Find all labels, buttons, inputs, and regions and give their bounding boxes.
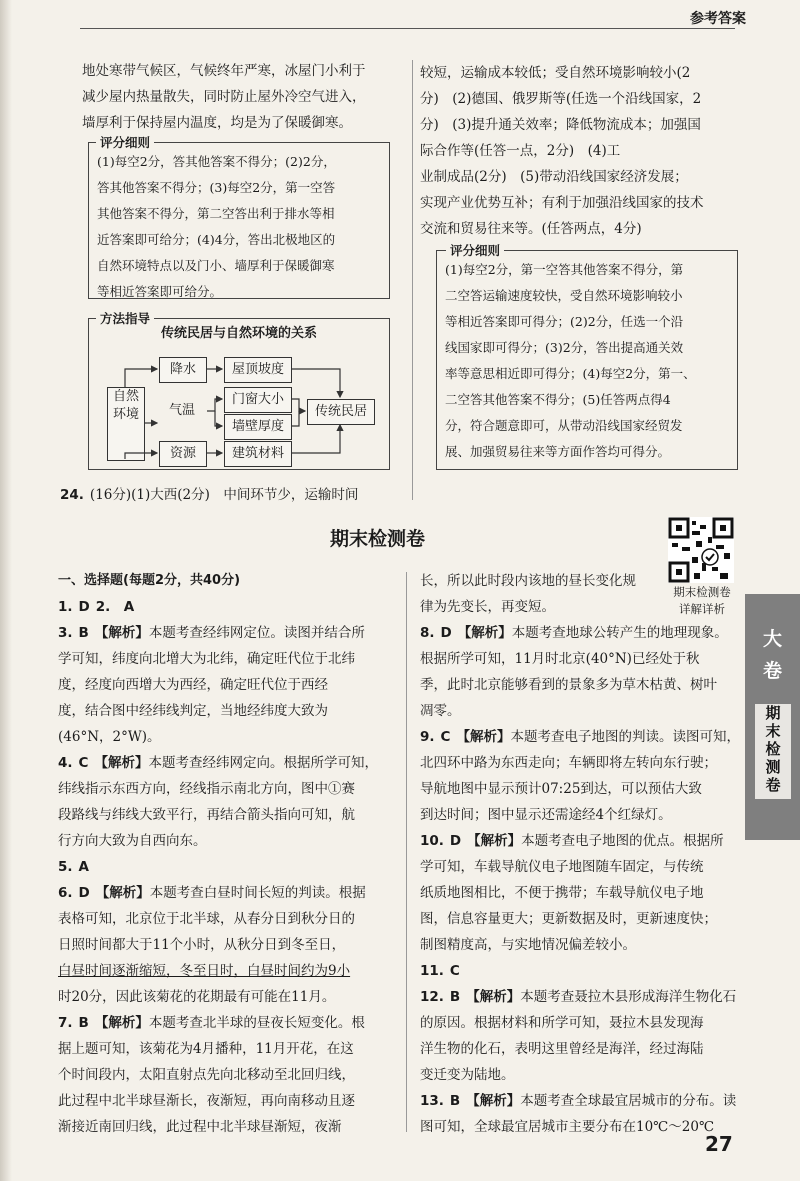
grading-title-left: 评分细则 bbox=[96, 133, 154, 151]
side-tab-top: 大 bbox=[762, 628, 782, 650]
question-24 bbox=[60, 482, 405, 508]
answer-item: 3. B 【解析】本题考查经纬网定位。读图并结合所 学可知，纬度向北增大为北纬，确定旺代位于北纬 度，经度向西增大为西经，确定旺代位于西经 度，结合图中经纬线判定，当地经纬度大致为 (46°N，2°W)。 bbox=[58, 625, 365, 745]
diagram-node-feature: 建筑材料 bbox=[224, 441, 292, 467]
grading-line: 等相近答案即可给分。 bbox=[97, 284, 223, 299]
grading-box-right bbox=[436, 250, 738, 470]
diagram-node-feature: 屋顶坡度 bbox=[224, 357, 292, 383]
answers-left bbox=[58, 568, 400, 1140]
grading-line: 其他答案不得分，第二空答出利于排水等相 bbox=[97, 206, 335, 221]
question-number: 24. bbox=[60, 487, 84, 503]
diagram-node-factor: 气温 bbox=[168, 403, 195, 418]
section-title: 期末检测卷 bbox=[330, 528, 426, 550]
text-line: 地处寒带气候区，气候终年严寒，冰屋门小利于 bbox=[82, 63, 366, 79]
text-line: 实现产业优势互补；有利于加强沿线国家的技术 bbox=[420, 195, 704, 211]
diagram-title: 传统民居与自然环境的关系 bbox=[160, 326, 317, 341]
text-line: 长，所以此时段内该地的昼长变化规 bbox=[420, 573, 636, 589]
answer-item: 4. C 【解析】本题考查经纬网定向。根据所学可知， 纬线指示东西方向，经线指示南北方向，图中①赛 段路线与纬线大致平行，再结合箭头指向可知，航 行方向大致为自西向东。 bbox=[58, 755, 378, 849]
answer-item: 6. D 【解析】本题考查白昼时间长短的判读。根据 表格可知，北京位于北半球，从春分日到秋分日的 日照时间都大于11个小时，从秋分日到冬至日， 白昼时间逐渐缩短，冬至日时，白昼时间约为9小 时20分，因此该菊花的花期最有可能在11月。 bbox=[58, 885, 366, 1005]
header-rule bbox=[80, 28, 735, 29]
text-line: 墙厚利于保持屋内温度，均是为了保暖御寒。 bbox=[82, 115, 352, 131]
grading-box-left bbox=[88, 142, 390, 299]
grading-line: 率等意思相近即可得分；(4)每空2分，第一、 bbox=[445, 366, 696, 381]
diagram-node-source: 自然环境 bbox=[107, 387, 145, 461]
grading-line: 分，符合题意即可，从带动沿线国家经贸发 bbox=[445, 418, 683, 433]
text-line: 际合作等(任答一点，2分) (4)工 bbox=[420, 143, 621, 159]
text-line: 分) (2)德国、俄罗斯等(任选一个沿线国家，2 bbox=[420, 91, 702, 107]
grading-line: 二空答运输速度较快，受自然环境影响较小 bbox=[445, 288, 683, 303]
side-tab-mid: 卷 bbox=[762, 660, 782, 682]
answer-item: 11. C bbox=[420, 963, 460, 979]
text-line: 业制成品(2分) (5)带动沿线国家经济发展； bbox=[420, 169, 688, 185]
answer-item: 9. C 【解析】本题考查电子地图的判读。读图可知， 北四环中路为东西走向；车辆即将左转向东行驶； 导航地图中显示预计07:25到达，可以预估大致 到达时间；图中显示还需途经4个红绿灯。 bbox=[420, 729, 740, 823]
text-line: 减少屋内热量散失，同时防止屋外冷空气进入， bbox=[82, 89, 366, 105]
answer-item: 7. B 【解析】本题考查北半球的昼夜长短变化。根 据上题可知，该菊花为4月播种，11月开花，在这 个时间段内，太阳直射点先向北移动至北回归线， 此过程中北半球昼渐长，夜渐短，再向南移动且逐 渐接近南回归线，此过程中北半球昼渐短，夜渐 bbox=[58, 1015, 365, 1135]
answer-item: 10. D 【解析】本题考查电子地图的优点。根据所 学可知，车载导航仪电子地图随车固定，与传统 纸质地图相比，不便于携带；车载导航仪电子地 图，信息容量更大；更新数据及时，更新速度快； 制图精度高，与实地情况偏差较小。 bbox=[420, 833, 724, 953]
diagram-node-feature: 墙壁厚度 bbox=[224, 414, 292, 440]
grading-line: 等相近答案即可得分；(2)2分，任选一个沿 bbox=[445, 314, 684, 329]
answer-text: (16分)(1)大西(2分) 中间环节少，运输时间 bbox=[89, 487, 359, 503]
grading-line: 展、加强贸易往来等方面作答均可得分。 bbox=[445, 444, 671, 459]
qr-caption-line: 详解详析 bbox=[679, 602, 725, 616]
diagram-node-target: 传统民居 bbox=[307, 399, 375, 425]
answer-item: 12. B 【解析】本题考查聂拉木县形成海洋生物化石 的原因。根据材料和所学可知，聂拉木县发现海 洋生物的化石，表明这里曾经是海洋，经过海陆 变迁变为陆地。 bbox=[420, 989, 737, 1083]
diagram-node-factor: 资源 bbox=[159, 441, 207, 467]
text-line: 律为先变长，再变短。 bbox=[420, 599, 555, 615]
page-edge-shadow bbox=[0, 0, 12, 1181]
side-tab-label: 期 末 检 测 卷 bbox=[755, 704, 791, 799]
grading-line: (1)每空2分，答其他答案不得分；(2)2分， bbox=[97, 154, 336, 169]
grading-line: 二空答其他答案不得分；(5)任答两点得4 bbox=[445, 392, 671, 407]
text-line: 交流和贸易往来等。(任答两点，4分) bbox=[420, 221, 642, 237]
method-guide-title: 方法指导 bbox=[96, 309, 154, 327]
diagram-node-feature: 门窗大小 bbox=[224, 387, 292, 413]
grading-line: 自然环境特点以及门小、墙厚利于保暖御寒 bbox=[97, 258, 335, 273]
answer-item: 1. D 2. A bbox=[58, 599, 135, 615]
top-right-paragraph bbox=[420, 60, 745, 242]
diagram-node-factor: 降水 bbox=[159, 357, 207, 383]
side-tab bbox=[745, 594, 800, 840]
text-line: 较短，运输成本较低；受自然环境影响较小(2 bbox=[420, 65, 691, 81]
column-divider-bottom bbox=[406, 572, 407, 1132]
header-title: 参考答案 bbox=[690, 11, 746, 27]
page-number: 27 bbox=[705, 1132, 733, 1156]
answer-item: 13. B 【解析】本题考查全球最宜居城市的分布。读 图可知，全球最宜居城市主要分布在10℃～20℃ bbox=[420, 1093, 737, 1135]
method-guide-box bbox=[88, 318, 390, 470]
grading-line: 线国家即可得分；(3)2分，答出提高通关效 bbox=[445, 340, 684, 355]
answers-right bbox=[420, 568, 742, 1140]
answer-item: 5. A bbox=[58, 859, 89, 875]
top-left-paragraph bbox=[82, 58, 402, 136]
section-head: 一、选择题(每题2分，共40分) bbox=[58, 573, 241, 588]
diagram-arrows bbox=[89, 319, 389, 471]
grading-line: (1)每空2分，第一空答其他答案不得分，第 bbox=[445, 262, 684, 277]
grading-title-right: 评分细则 bbox=[446, 241, 504, 259]
grading-line: 近答案即可给分；(4)4分，答出北极地区的 bbox=[97, 232, 336, 247]
grading-line: 答其他答案不得分；(3)每空2分，第一空答 bbox=[97, 180, 336, 195]
column-divider-top bbox=[412, 60, 413, 500]
text-line: 分) (3)提升通关效率；降低物流成本；加强国 bbox=[420, 117, 701, 133]
answer-item: 8. D 【解析】本题考查地球公转产生的地理现象。 根据所学可知，11月时北京(40°N)已经处于秋 季，此时北京能够看到的景象多为草木枯黄、树叶 凋零。 bbox=[420, 625, 728, 719]
qr-caption-line: 期末检测卷 bbox=[673, 585, 731, 599]
